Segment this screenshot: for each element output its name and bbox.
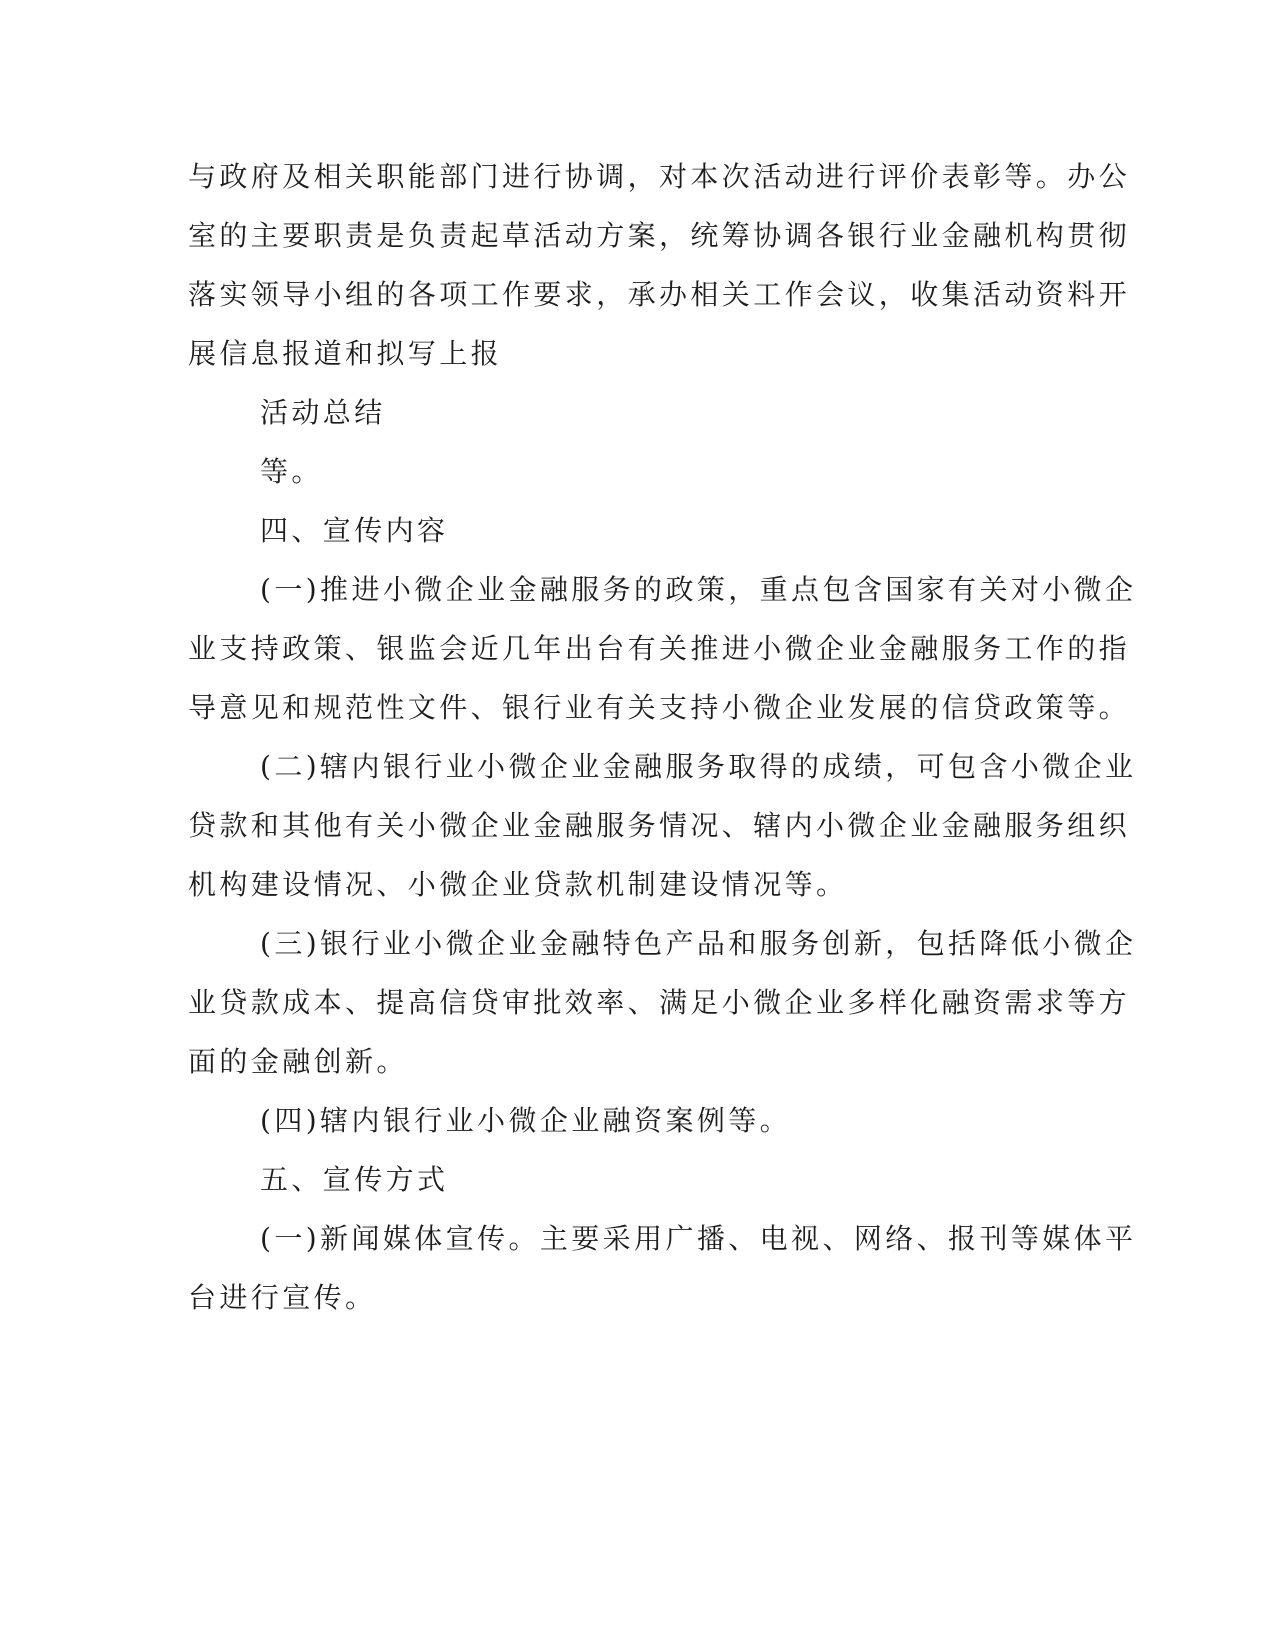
paragraph-line: 活动总结 bbox=[260, 396, 386, 429]
section-heading: 五、宣传方式 bbox=[260, 1163, 449, 1196]
paragraph-line: (一)推进小微企业金融服务的政策，重点包含国家有关对小微企 bbox=[260, 573, 1137, 606]
paragraph-line: 等。 bbox=[260, 455, 323, 488]
paragraph-line: 面的金融创新。 bbox=[188, 1045, 408, 1078]
paragraph-line: (三)银行业小微企业金融特色产品和服务创新，包括降低小微企 bbox=[260, 927, 1137, 960]
paragraph-line: (一)新闻媒体宣传。主要采用广播、电视、网络、报刊等媒体平 bbox=[260, 1222, 1137, 1255]
paragraph-line: 落实领导小组的各项工作要求，承办相关工作会议，收集活动资料开 bbox=[188, 278, 1131, 311]
paragraph-line: 贷款和其他有关小微企业金融服务情况、辖内小微企业金融服务组织 bbox=[188, 809, 1131, 842]
paragraph-line: 导意见和规范性文件、银行业有关支持小微企业发展的信贷政策等。 bbox=[188, 691, 1131, 724]
section-heading: 四、宣传内容 bbox=[260, 514, 449, 547]
paragraph-line: 展信息报道和拟写上报 bbox=[188, 337, 503, 370]
paragraph-line: 业支持政策、银监会近几年出台有关推进小微企业金融服务工作的指 bbox=[188, 632, 1131, 665]
paragraph-line: 与政府及相关职能部门进行协调，对本次活动进行评价表彰等。办公 bbox=[188, 160, 1131, 193]
paragraph-line: 室的主要职责是负责起草活动方案，统筹协调各银行业金融机构贯彻 bbox=[188, 219, 1131, 252]
paragraph-line: 机构建设情况、小微企业贷款机制建设情况等。 bbox=[188, 868, 848, 901]
paragraph-line: 台进行宣传。 bbox=[188, 1281, 377, 1314]
paragraph-line: 业贷款成本、提高信贷审批效率、满足小微企业多样化融资需求等方 bbox=[188, 986, 1131, 1019]
paragraph-line: (四)辖内银行业小微企业融资案例等。 bbox=[260, 1104, 792, 1137]
paragraph-line: (二)辖内银行业小微企业金融服务取得的成绩，可包含小微企业 bbox=[260, 750, 1137, 783]
